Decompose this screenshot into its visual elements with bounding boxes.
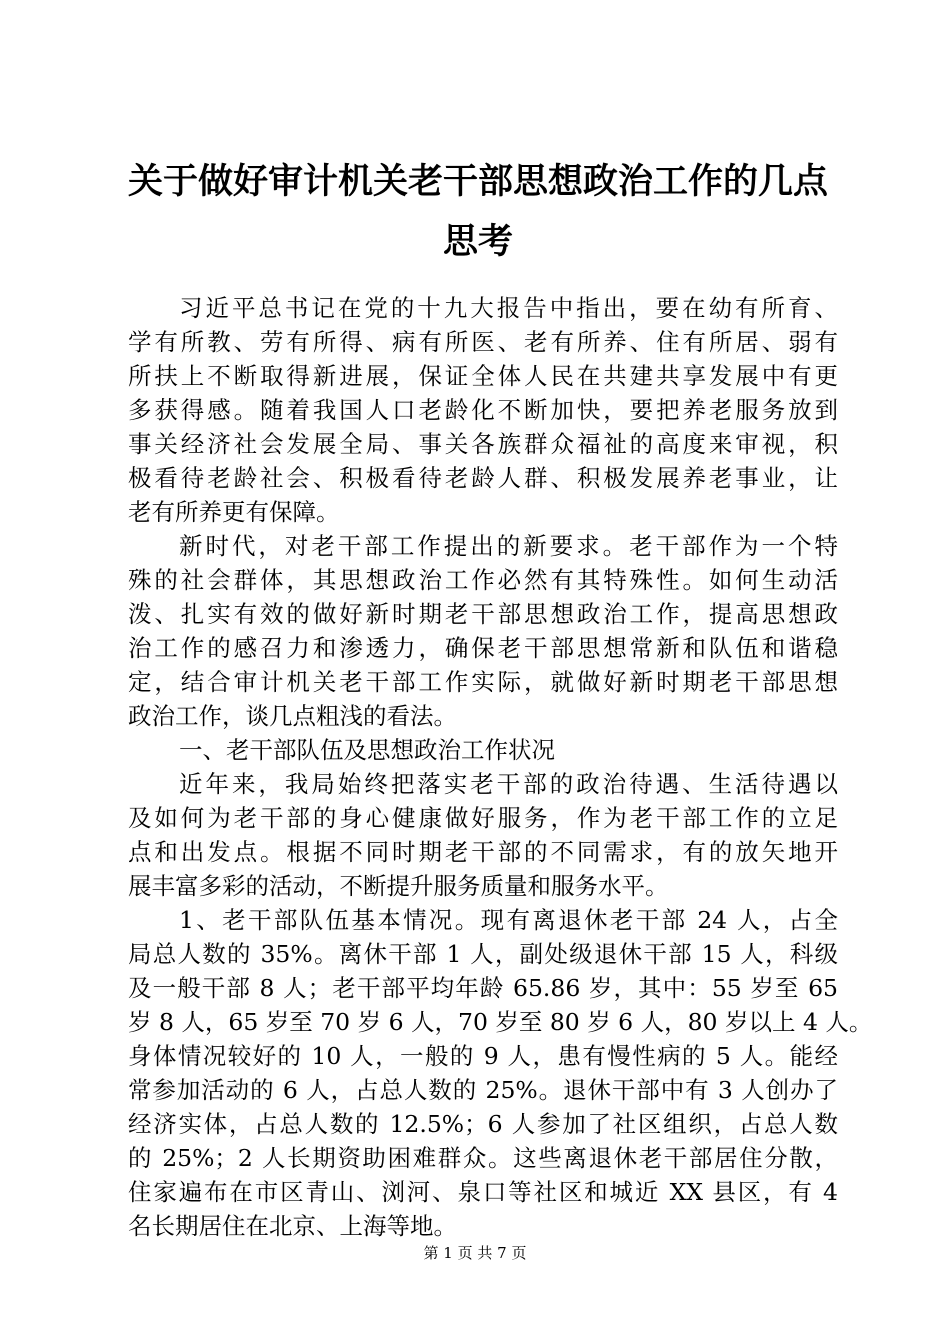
body-line: 及一般干部 8 人；老干部平均年龄 65.86 岁，其中：55 岁至 65 bbox=[128, 974, 838, 1002]
body-line: 所扶上不断取得新进展，保证全体人民在共建共享发展中有更 bbox=[128, 362, 838, 390]
body-line: 常参加活动的 6 人，占总人数的 25%。退休干部中有 3 人创办了 bbox=[128, 1076, 838, 1104]
body-line: 1、老干部队伍基本情况。现有离退休老干部 24 人，占全 bbox=[179, 906, 838, 934]
body-line: 多获得感。随着我国人口老龄化不断加快，要把养老服务放到 bbox=[128, 396, 838, 424]
body-line: 点和出发点。根据不同时期老干部的不同需求，有的放矢地开 bbox=[128, 838, 838, 866]
body-line: 定，结合审计机关老干部工作实际，就做好新时期老干部思想 bbox=[128, 668, 838, 696]
body-line: 老有所养更有保障。 bbox=[128, 498, 340, 526]
body-line: 极看待老龄社会、积极看待老龄人群、积极发展养老事业，让 bbox=[128, 464, 838, 492]
body-line: 名长期居住在北京、上海等地。 bbox=[128, 1212, 457, 1240]
body-line: 新时代，对老干部工作提出的新要求。老干部作为一个特 bbox=[179, 532, 838, 560]
document-title-line-1: 关于做好审计机关老干部思想政治工作的几点 bbox=[127, 162, 828, 202]
body-line: 局总人数的 35%。离休干部 1 人，副处级退休干部 15 人，科级 bbox=[128, 940, 838, 968]
body-line: 学有所教、劳有所得、病有所医、老有所养、住有所居、弱有 bbox=[128, 328, 838, 356]
section-heading: 一、老干部队伍及思想政治工作状况 bbox=[179, 736, 555, 764]
body-line: 住家遍布在市区青山、浏河、泉口等社区和城近 XX 县区，有 4 bbox=[128, 1178, 838, 1206]
body-line: 治工作的感召力和渗透力，确保老干部思想常新和队伍和谐稳 bbox=[128, 634, 838, 662]
body-line: 近年来，我局始终把落实老干部的政治待遇、生活待遇以 bbox=[179, 770, 838, 798]
body-line: 及如何为老干部的身心健康做好服务，作为老干部工作的立足 bbox=[128, 804, 838, 832]
body-line: 身体情况较好的 10 人，一般的 9 人，患有慢性病的 5 人。能经 bbox=[128, 1042, 838, 1070]
page-number-footer: 第 1 页 共 7 页 bbox=[423, 1244, 527, 1262]
document-title-line-2: 思考 bbox=[442, 222, 513, 262]
body-line: 事关经济社会发展全局、事关各族群众福祉的高度来审视，积 bbox=[128, 430, 838, 458]
body-line: 泼、扎实有效的做好新时期老干部思想政治工作，提高思想政 bbox=[128, 600, 838, 628]
body-line: 殊的社会群体，其思想政治工作必然有其特殊性。如何生动活 bbox=[128, 566, 838, 594]
body-line: 的 25%；2 人长期资助困难群众。这些离退休老干部居住分散， bbox=[128, 1144, 838, 1172]
body-line: 习近平总书记在党的十九大报告中指出，要在幼有所育、 bbox=[179, 294, 838, 322]
body-line: 政治工作，谈几点粗浅的看法。 bbox=[128, 702, 457, 730]
body-line: 经济实体，占总人数的 12.5%；6 人参加了社区组织，占总人数 bbox=[128, 1110, 838, 1138]
body-line: 岁 8 人，65 岁至 70 岁 6 人，70 岁至 80 岁 6 人，80 岁以上 4 人。 bbox=[128, 1008, 873, 1036]
body-line: 展丰富多彩的活动，不断提升服务质量和服务水平。 bbox=[128, 872, 669, 900]
